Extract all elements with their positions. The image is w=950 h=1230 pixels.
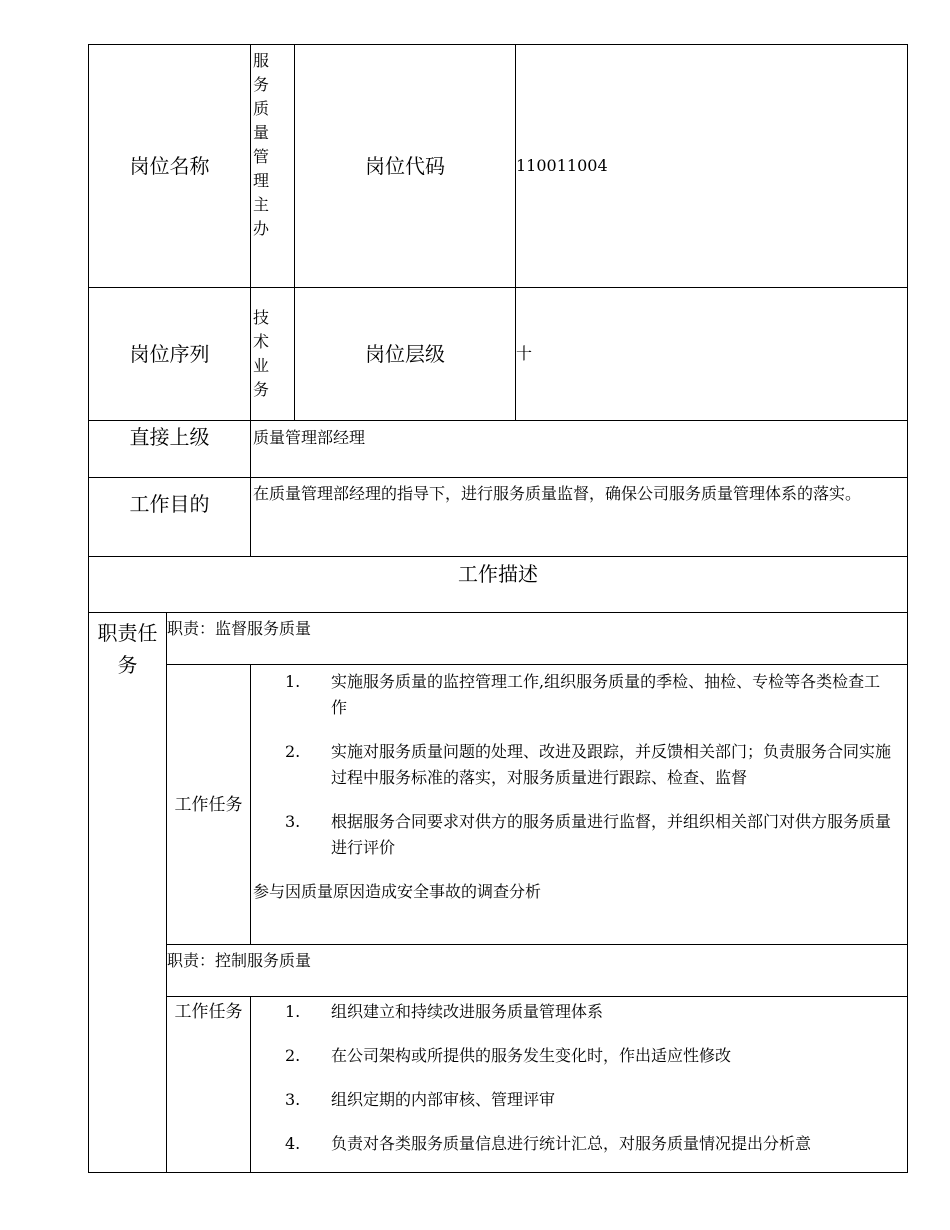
duty-1-title: 职责：监督服务质量 <box>167 613 908 665</box>
task-number: 3. <box>285 1090 301 1109</box>
duty-2-title: 职责：控制服务质量 <box>167 945 908 997</box>
sequence-value-cell <box>251 288 295 421</box>
task-number: 1. <box>285 672 301 691</box>
row-sequence <box>89 288 908 421</box>
position-name-value-cell <box>251 45 295 288</box>
duty-1-task-list <box>251 669 907 861</box>
row-duty-1 <box>89 613 908 665</box>
duties-label-cell <box>89 613 167 1173</box>
duty-1-task-cell <box>251 665 908 945</box>
task-text: 组织定期的内部审核、管理评审 <box>331 1090 556 1109</box>
sequence-value: 技术业务 <box>253 308 270 399</box>
row-duty-1-tasks <box>89 665 908 945</box>
position-code-label: 岗位代码 <box>295 45 516 288</box>
task-item <box>285 1043 891 1069</box>
duty-2-task-label: 工作任务 <box>174 1002 243 1022</box>
task-item <box>285 809 891 861</box>
task-item <box>285 739 891 791</box>
level-label: 岗位层级 <box>295 288 516 421</box>
position-name-label: 岗位名称 <box>89 45 251 288</box>
superior-value: 质量管理部经理 <box>251 421 908 478</box>
row-purpose <box>89 478 908 557</box>
position-code-value: 110011004 <box>516 45 908 288</box>
task-number: 2. <box>285 742 301 761</box>
task-item <box>285 1131 891 1157</box>
sequence-label: 岗位序列 <box>89 288 251 421</box>
row-description-title <box>89 557 908 613</box>
task-number: 3. <box>285 812 301 831</box>
task-text: 根据服务合同要求对供方的服务质量进行监督，并组织相关部门对供方服务质量进行评价 <box>331 812 892 857</box>
duty-2-task-label-cell <box>167 997 251 1173</box>
task-item <box>285 999 891 1025</box>
task-text: 实施对服务质量问题的处理、改进及跟踪，并反馈相关部门；负责服务合同实施过程中服务标准的落实，对服务质量进行跟踪、检查、监督 <box>331 742 892 787</box>
row-position-name <box>89 45 908 288</box>
task-text: 组织建立和持续改进服务质量管理体系 <box>331 1002 604 1021</box>
duty-1-task-label: 工作任务 <box>174 794 243 815</box>
duty-2-task-cell <box>251 997 908 1173</box>
position-name-value: 服务质量管理主办 <box>253 51 270 238</box>
purpose-label: 工作目的 <box>89 478 251 557</box>
task-text: 负责对各类服务质量信息进行统计汇总，对服务质量情况提出分析意 <box>331 1134 812 1153</box>
row-duty-2 <box>89 945 908 997</box>
task-text: 在公司架构或所提供的服务发生变化时，作出适应性修改 <box>331 1046 732 1065</box>
duty-2-task-list <box>251 999 907 1157</box>
task-number: 4. <box>285 1134 301 1153</box>
duties-label: 职责任务 <box>97 621 158 677</box>
task-item <box>285 669 891 721</box>
task-number: 1. <box>285 1002 301 1021</box>
row-superior <box>89 421 908 478</box>
level-value: 十 <box>516 288 908 421</box>
job-description-table <box>88 44 908 1173</box>
row-duty-2-tasks <box>89 997 908 1173</box>
task-item <box>285 1087 891 1113</box>
task-number: 2. <box>285 1046 301 1065</box>
task-text: 实施服务质量的监控管理工作,组织服务质量的季检、抽检、专检等各类检查工作 <box>331 672 881 717</box>
duty-1-task-label-cell <box>167 665 251 945</box>
description-title: 工作描述 <box>89 557 908 613</box>
task-extra: 参与因质量原因造成安全事故的调查分析 <box>253 882 542 901</box>
purpose-value: 在质量管理部经理的指导下，进行服务质量监督，确保公司服务质量管理体系的落实。 <box>251 478 908 557</box>
superior-label: 直接上级 <box>89 421 251 478</box>
